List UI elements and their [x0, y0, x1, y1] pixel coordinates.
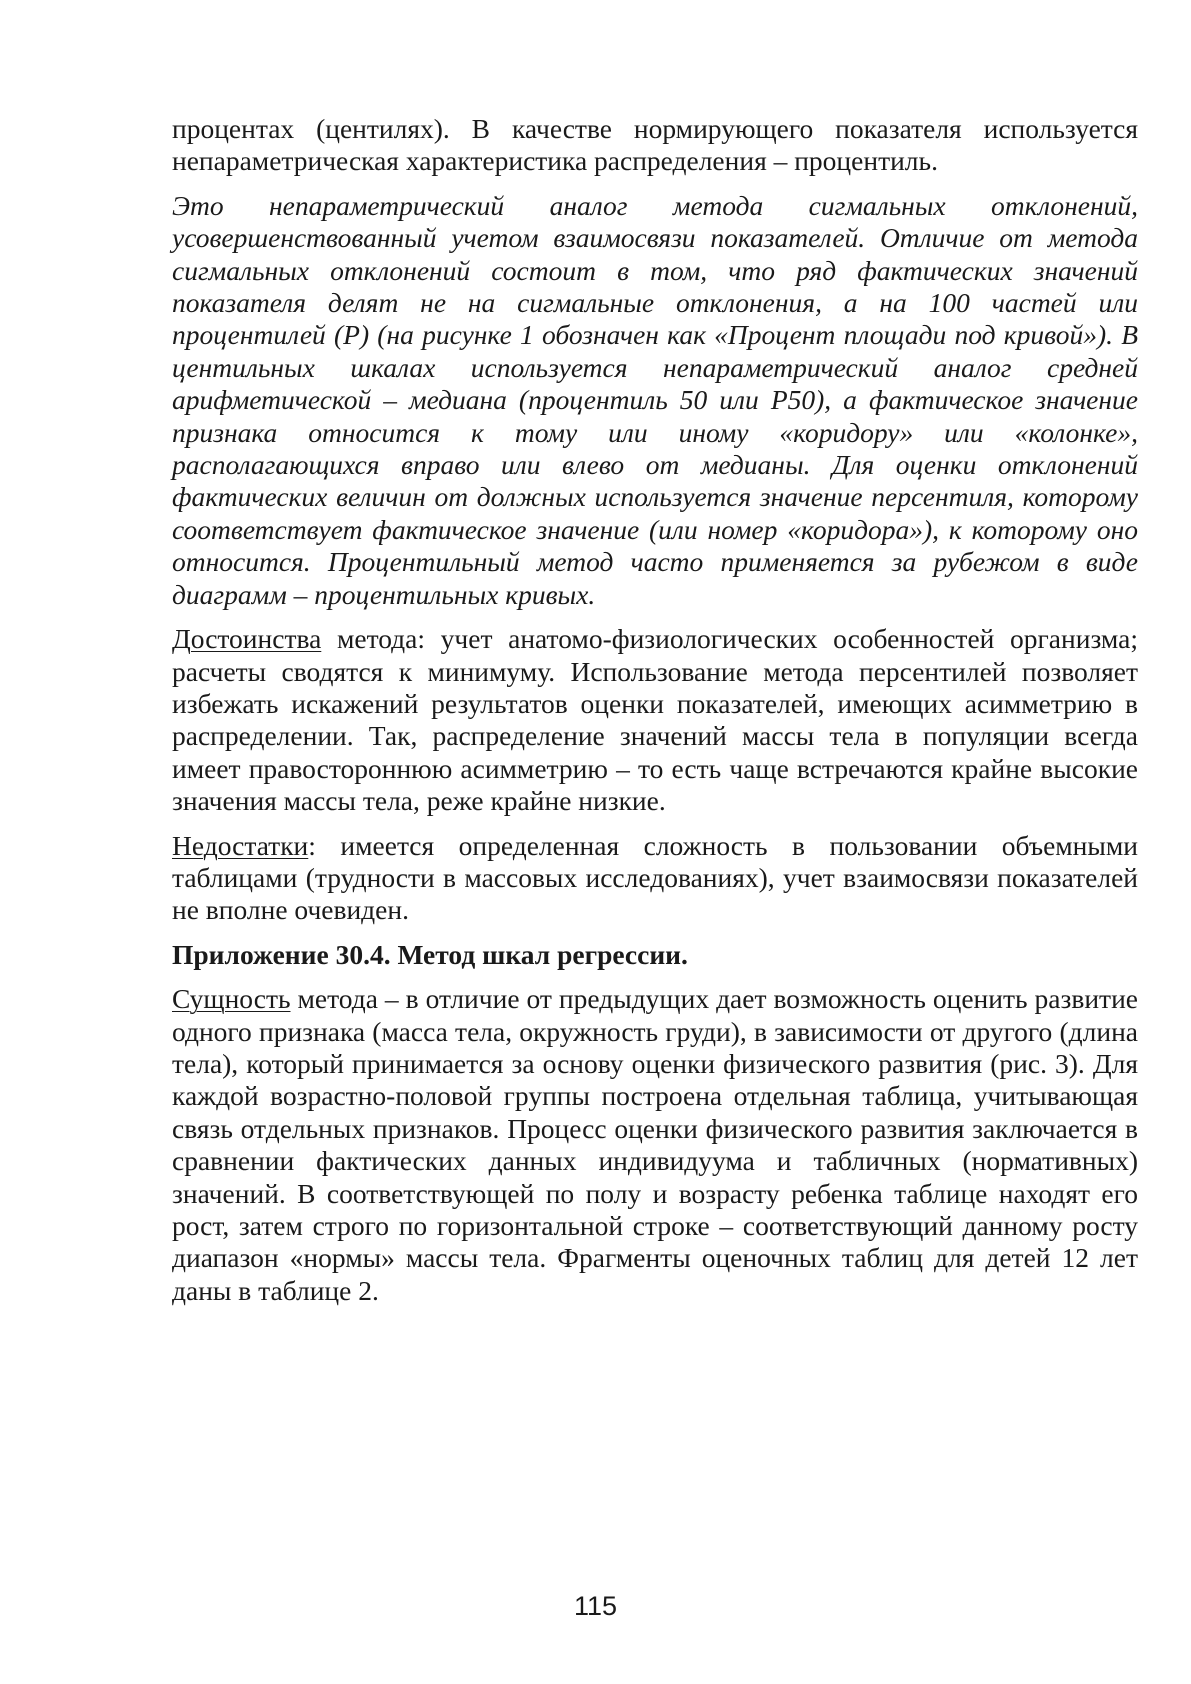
- paragraph-percentile-method-description: Это непараметрический аналог метода сигмальных отклонений, усовершенствованный учетом взаимосвязи показателей. Отличие от метода сигмальных отклонений состоит в том, что ряд фактических значений показателя делят не на сигмальные отклонения, а на 100 частей или процентилей (P) (на рисунке 1 обозначен как «Процент площади под кривой»). В центильных шкалах используется непараметрический аналог средней арифметической – медиана (процентиль 50 или P50), а фактическое значение признака относится к тому или иному «коридору» или «колонке», располагающихся вправо или влево от медианы. Для оценки отклонений фактических величин от должных используется значение персентиля, которому соответствует фактическое значение (или номер «коридора»), к которому оно относится. Процентильный метод часто применяется за рубежом в виде диаграмм – процентильных кривых.: [172, 189, 1138, 610]
- essence-label: Сущность: [172, 983, 291, 1015]
- advantages-label: Достоинства: [172, 623, 322, 655]
- paragraph-essence: [172, 983, 1138, 1307]
- paragraph-advantages: [172, 623, 1138, 817]
- disadvantages-text: : имеется определенная сложность в пользовании объемными таблицами (трудности в массовых исследованиях), учет взаимосвязи показателей не вполне очевиден.: [172, 829, 1138, 926]
- section-heading: Приложение 30.4. Метод шкал регрессии.: [172, 938, 688, 970]
- paragraph-percentiles-intro: процентах (центилях). В качестве нормирующего показателя используется непараметрическая характеристика распределения – процентиль.: [172, 113, 1138, 177]
- page-number: 115: [573, 1591, 618, 1621]
- paragraph-disadvantages: [172, 830, 1138, 927]
- disadvantages-label: Недостатки: [172, 829, 309, 861]
- document-body: [172, 113, 1138, 1319]
- advantages-text: метода: учет анатомо-физиологических особенностей организма; расчеты сводятся к минимуму. Использование метода персентилей позволяет избежать искажений результатов оценки показателей, имеющих асимметрию в распределении. Так, распределение значений массы тела в популяции всегда имеет правостороннюю асимметрию – то есть чаще встречаются крайне высокие значения массы тела, реже крайне низкие.: [172, 623, 1138, 817]
- essence-text: метода – в отличие от предыдущих дает возможность оценить развитие одного признака (масса тела, окружность груди), в зависимости от другого (длина тела), который принимается за основу оценки физического развития (рис. 3). Для каждой возрастно-половой группы построена отдельная таблица, учитывающая связь отдельных признаков. Процесс оценки физического развития заключается в сравнении фактических данных индивидуума и табличных (нормативных) значений. В соответствующей по полу и возрасту ребенка таблице находят его рост, затем строго по горизонтальной строке – соответствующий данному росту диапазон «нормы» массы тела. Фрагменты оценочных таблиц для детей 12 лет даны в таблице 2.: [172, 983, 1138, 1306]
